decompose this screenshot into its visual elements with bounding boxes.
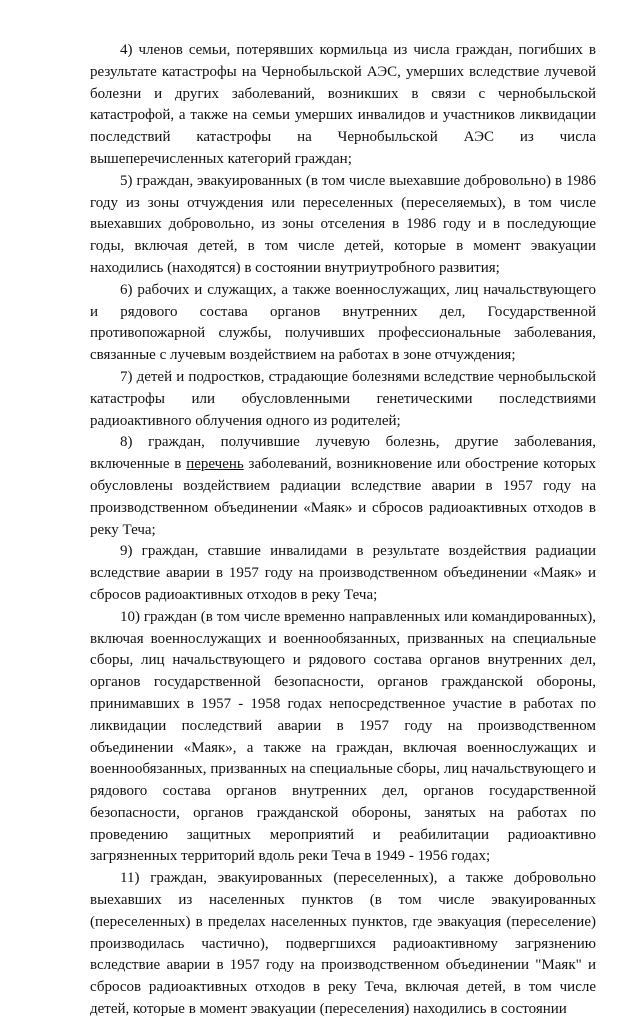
paragraph-item-11: 11) граждан, эвакуированных (переселенных), а также добровольно выехавших из населенных пунктов (в том числе эвакуированных (переселенных) в пределах населенных пунктов, где эвакуация (переселение) производилась частично), подвергшихся радиоактивному загрязнению вследствие аварии в 1957 году на производственном объединении "Маяк" и сбросов радиоактивных отходов в реку Теча, включая детей, в том числе детей, которые в момент эвакуации (переселения) находились в состоянии [90, 870, 596, 1018]
paragraph-item-7: 7) детей и подростков, страдающие болезнями вследствие чернобыльской катастрофы или обусловленными генетическими последствиями радиоактивного облучения одного из родителей; [90, 368, 596, 429]
paragraph-item-4: 4) членов семьи, потерявших кормильца из числа граждан, погибших в результате катастрофы на Чернобыльской АЭС, умерших вследствие лучевой болезни и других заболеваний, возникших в связи с чернобыльской катастрофой, а также на семьи умерших инвалидов и участников ликвидации последствий катастрофы на Чернобыльской АЭС из числа вышеперечисленных категорий граждан; [90, 42, 596, 167]
paragraph-item-9: 9) граждан, ставшие инвалидами в результате воздействия радиации вследствие аварии в 1957 году на производственном объединении «Маяк» и сбросов радиоактивных отходов в реку Теча; [90, 543, 596, 603]
paragraph-item-8-end: заболеваний, возникновение или обострение которых обусловлены воздействием радиации вследствие аварии в 1957 году на производственном объединении «Маяк» и сбросов радиоактивных отходов в реку Теча; [90, 456, 597, 538]
paragraph-item-8-start: 8) граждан, получившие лучевую болезнь, другие заболевания, включенные в [90, 434, 596, 473]
paragraph-item-6: 6) рабочих и служащих, а также военнослужащих, лиц начальствующего и рядового состава органов внутренних дел, Государственной противопожарной службы, получивших профессиональные заболевания, связанные с лучевым воздействием на работах в зоне отчуждения; [90, 281, 596, 364]
paragraph-item-10: 10) граждан (в том числе временно направленных или командированных), включая военнослужащих и военнообязанных, призванных на специальные сборы, лиц начальствующего и рядового состава органов внутренних дел, органов государственной безопасности, органов гражданской обороны, принимавших в 1957 - 1958 годах непосредственное участие в работах по ликвидации последствий аварии в 1957 году на производственном объединении «Маяк», а также на граждан, включая военнослужащих и военнообязанных, призванных на специальные сборы, лиц начальствующего и рядового состава органов внутренних дел, органов государственной безопасности, органов гражданской обороны, занятых на работах по проведению защитных мероприятий и реабилитации радиоактивно загрязненных территорий вдоль реки Теча в 1949 - 1956 годах; [90, 608, 596, 865]
paragraph-item-8 [90, 432, 596, 541]
paragraph-item-5: 5) граждан, эвакуированных (в том числе выехавшие добровольно) в 1986 году из зоны отчуждения или переселенных (переселяемых), в том числе выехавших добровольно, из зоны отселения в 1986 году и в последующие годы, включая детей, в том числе детей, которые в момент эвакуации находились (находятся) в состоянии внутриутробного развития; [90, 172, 596, 276]
list-link[interactable]: перечень [186, 456, 244, 473]
document-body [90, 40, 596, 1021]
